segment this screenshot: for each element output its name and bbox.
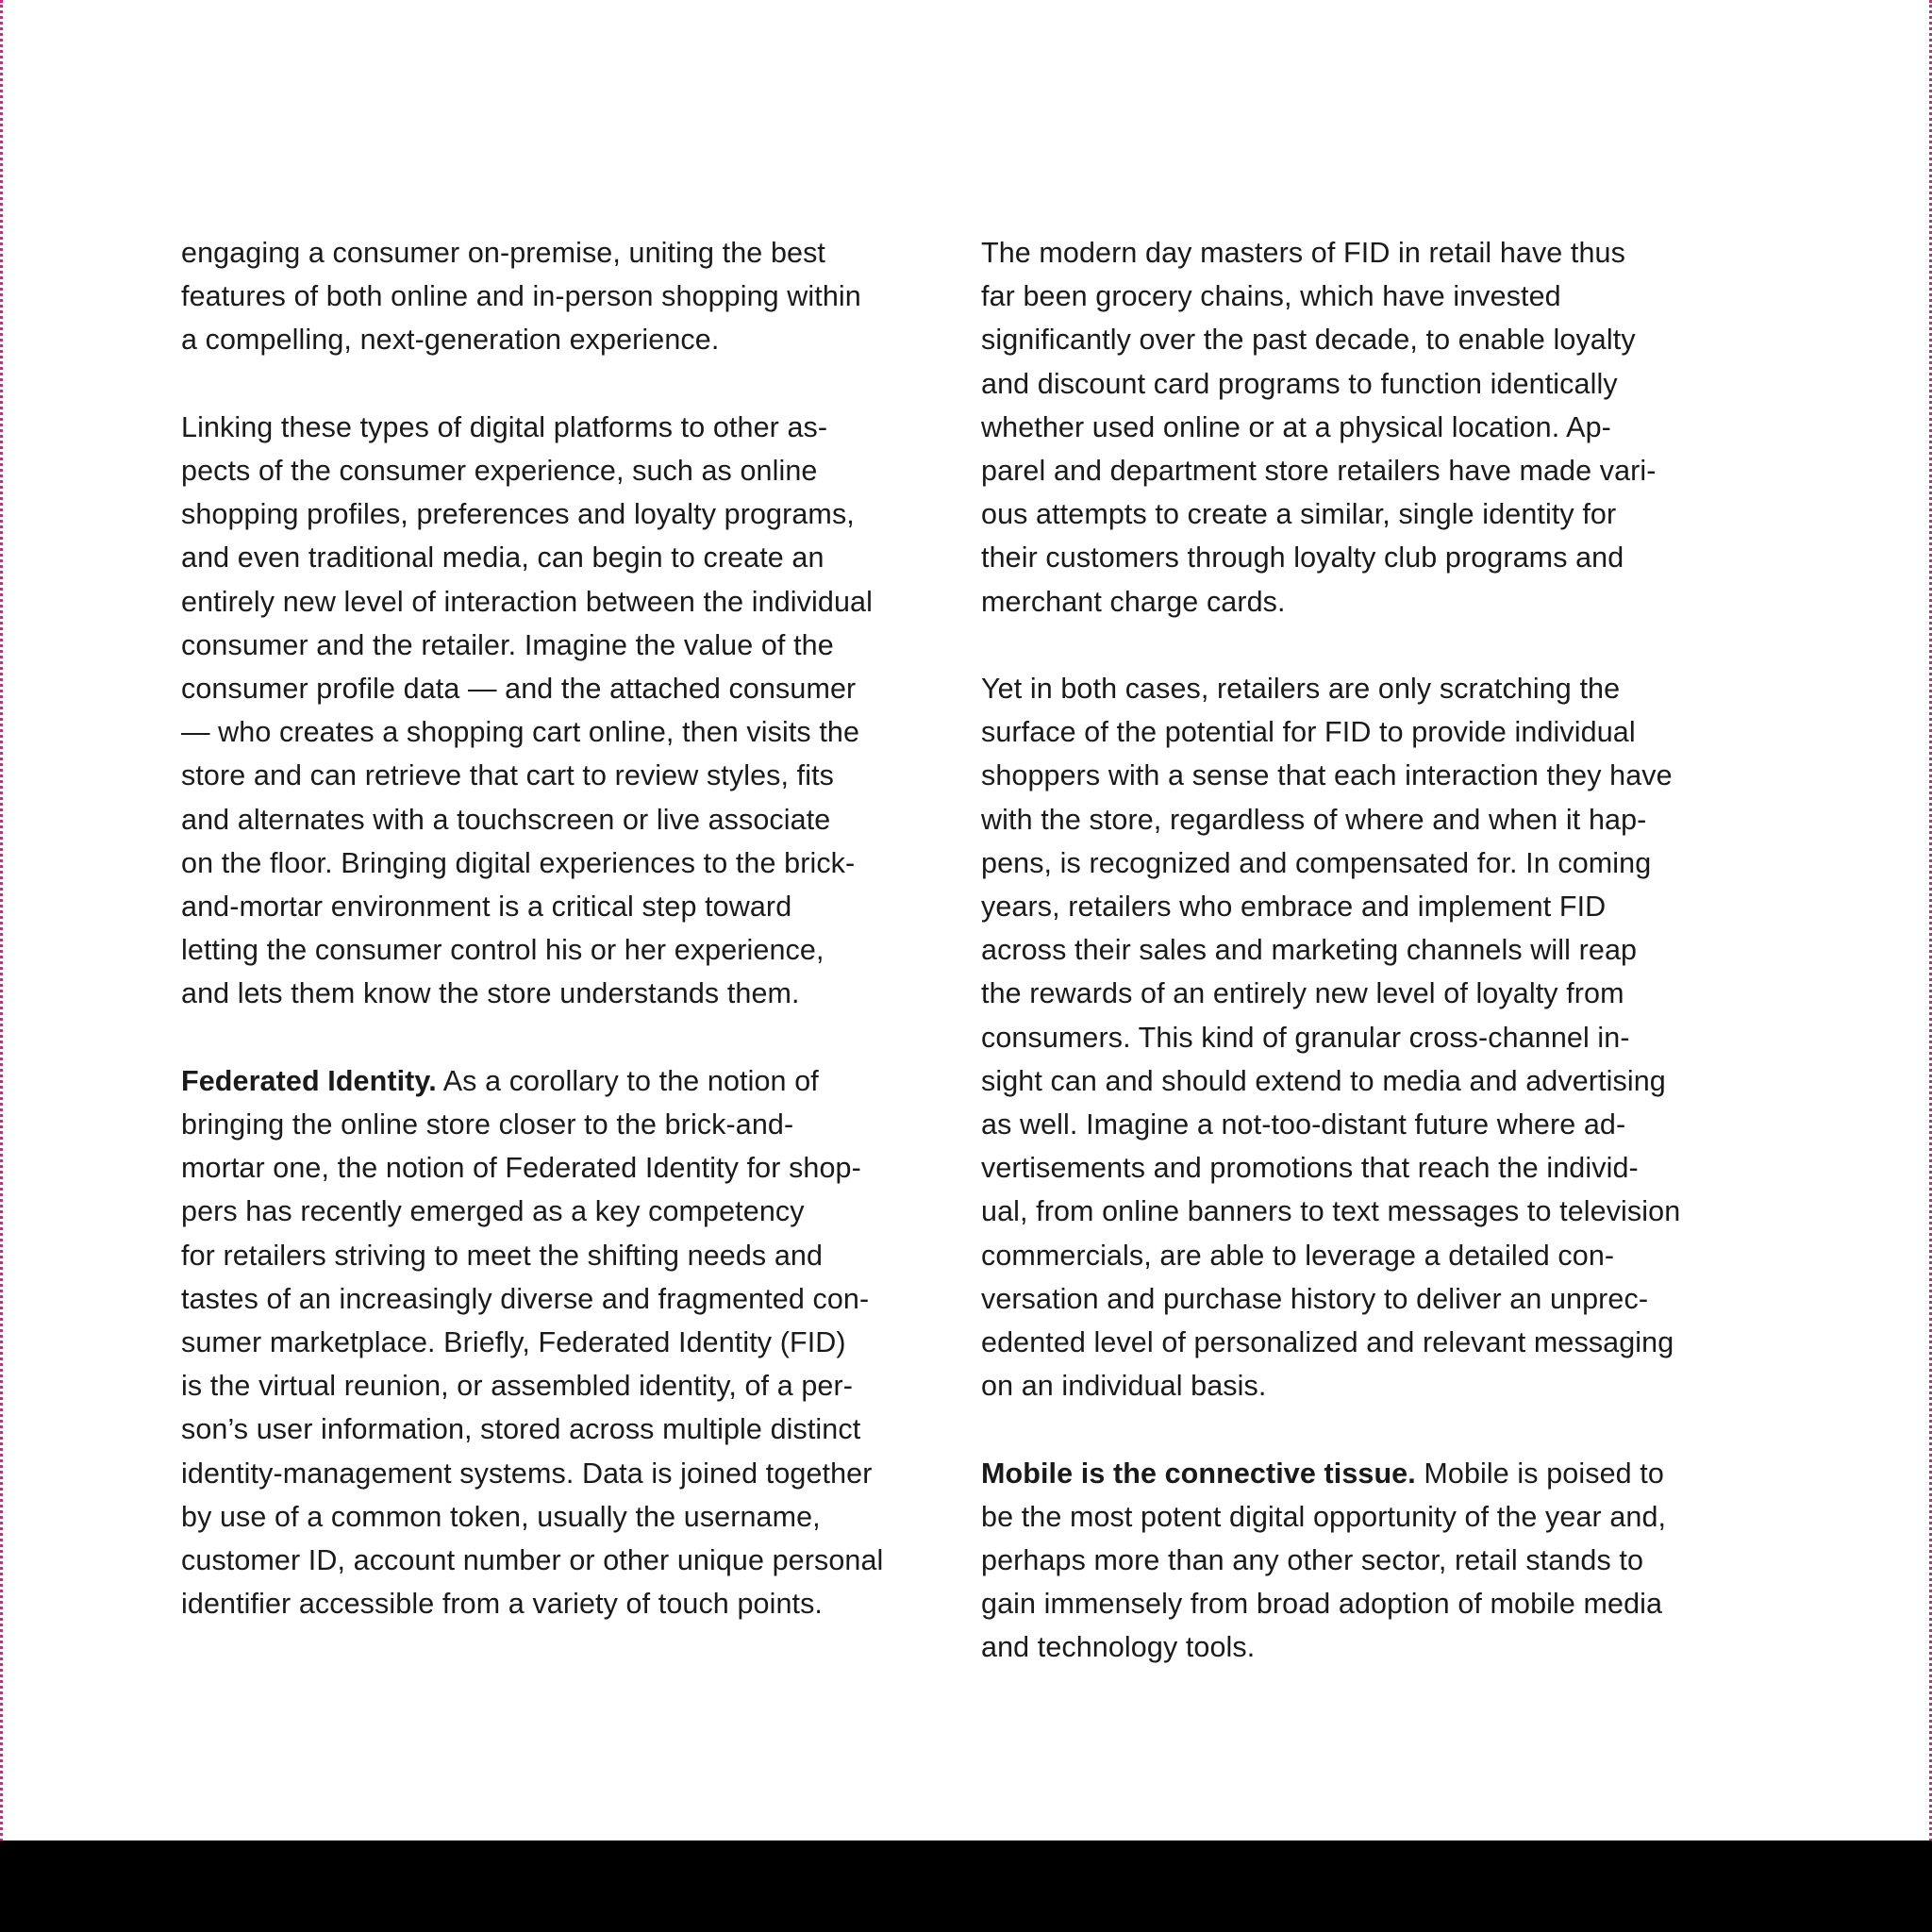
text-line: and discount card programs to function identically [981,367,1618,400]
text-line: ous attempts to create a similar, single identity for [981,498,1617,531]
text-line: perhaps more than any other sector, retail stands to [981,1544,1644,1577]
text-run: Mobile is poised to [1415,1457,1664,1490]
text-line: by use of a common token, usually the username, [181,1500,821,1533]
text-line: whether used online or at a physical location. Ap- [981,410,1611,443]
text-line: shoppers with a sense that each interaction they have [981,759,1673,792]
text-line: son’s user information, stored across multiple distinct [181,1413,861,1446]
text-line: be the most potent digital opportunity of the year and, [981,1500,1667,1533]
text-line: gain immensely from broad adoption of mobile media [981,1588,1663,1621]
text-line [181,1059,936,1103]
text-line: as well. Imagine a not-too-distant future where ad- [981,1108,1626,1141]
left-paragraph-3 [181,1059,936,1626]
left-paragraph-2 [181,406,936,1016]
text-line: Yet in both cases, retailers are only scratching the [981,673,1621,706]
text-line: pects of the consumer experience, such as online [181,455,818,487]
text-line: consumer profile data — and the attached consumer [181,673,857,706]
text-line: Linking these types of digital platforms to other as- [181,410,828,443]
text-line: on the floor. Bringing digital experiences to the brick- [181,846,856,879]
text-line: customer ID, account number or other unique personal [181,1544,884,1577]
left-paragraph-1 [181,231,936,362]
text-line: is the virtual reunion, or assembled identity, of a per- [181,1370,853,1403]
text-line: engaging a consumer on-premise, uniting the best [181,237,825,269]
text-line: — who creates a shopping cart online, then visits the [181,716,860,749]
right-text-column [981,231,1736,1713]
text-line: significantly over the past decade, to enable loyalty [981,324,1636,357]
right-paragraph-2 [981,667,1736,1407]
right-paragraph-3 [981,1452,1736,1670]
left-text-column [181,231,936,1670]
text-line: across their sales and marketing channels will reap [981,934,1638,967]
text-line: and-mortar environment is a critical step toward [181,891,792,924]
text-line: pens, is recognized and compensated for. In coming [981,846,1652,879]
text-line: on an individual basis. [981,1370,1267,1403]
text-line: with the store, regardless of where and when it hap- [981,803,1647,836]
text-line: The modern day masters of FID in retail have thus [981,237,1625,269]
text-line: and alternates with a touchscreen or live associate [181,803,831,836]
left-dotted-border [0,0,3,1841]
text-line: and lets them know the store understands them. [181,977,800,1010]
text-line: sight can and should extend to media and advertising [981,1064,1666,1097]
text-line: commercials, are able to leverage a detailed con- [981,1239,1615,1272]
text-line [981,1452,1736,1495]
text-line: identity-management systems. Data is joined together [181,1457,873,1490]
section-lead-mobile: Mobile is the connective tissue. [981,1457,1416,1490]
right-paragraph-1 [981,231,1736,624]
text-line: mortar one, the notion of Federated Identity for shop- [181,1152,861,1185]
text-line: shopping profiles, preferences and loyalty programs, [181,498,855,531]
text-line: and even traditional media, can begin to create an [181,541,824,575]
text-run: As a corollary to the notion of [436,1064,819,1097]
footer-bar [0,1840,1932,1932]
text-line: the rewards of an entirely new level of loyalty from [981,977,1624,1010]
text-line: letting the consumer control his or her experience, [181,934,824,967]
text-line: consumer and the retailer. Imagine the value of the [181,628,834,661]
text-line: merchant charge cards. [981,585,1286,618]
text-line: years, retailers who embrace and implement FID [981,891,1607,924]
text-line: surface of the potential for FID to provide individual [981,716,1636,749]
text-line: bringing the online store closer to the brick-and- [181,1108,794,1141]
text-line: vertisements and promotions that reach the individ- [981,1152,1639,1185]
text-line: and technology tools. [981,1631,1256,1664]
text-line: sumer marketplace. Briefly, Federated Identity (FID) [181,1326,846,1359]
text-line: features of both online and in-person shopping within [181,280,861,313]
text-line: identifier accessible from a variety of touch points. [181,1588,824,1621]
text-line: versation and purchase history to deliver an unprec- [981,1282,1649,1315]
text-line: far been grocery chains, which have invested [981,280,1561,313]
text-line: for retailers striving to meet the shifting needs and [181,1239,824,1272]
text-line: parel and department store retailers have made vari- [981,455,1657,488]
text-line: a compelling, next-generation experience. [181,324,720,357]
text-line: entirely new level of interaction between the individual [181,585,873,618]
text-line: their customers through loyalty club programs and [981,541,1624,575]
text-line: edented level of personalized and relevant messaging [981,1326,1674,1359]
text-line: tastes of an increasingly diverse and fragmented con- [181,1282,870,1315]
text-line: pers has recently emerged as a key competency [181,1195,805,1228]
section-lead-federated-identity: Federated Identity. [181,1064,437,1097]
text-line: consumers. This kind of granular cross-channel in- [981,1021,1630,1054]
text-line: store and can retrieve that cart to review styles, fits [181,759,835,792]
text-line: ual, from online banners to text messages to television [981,1195,1681,1228]
